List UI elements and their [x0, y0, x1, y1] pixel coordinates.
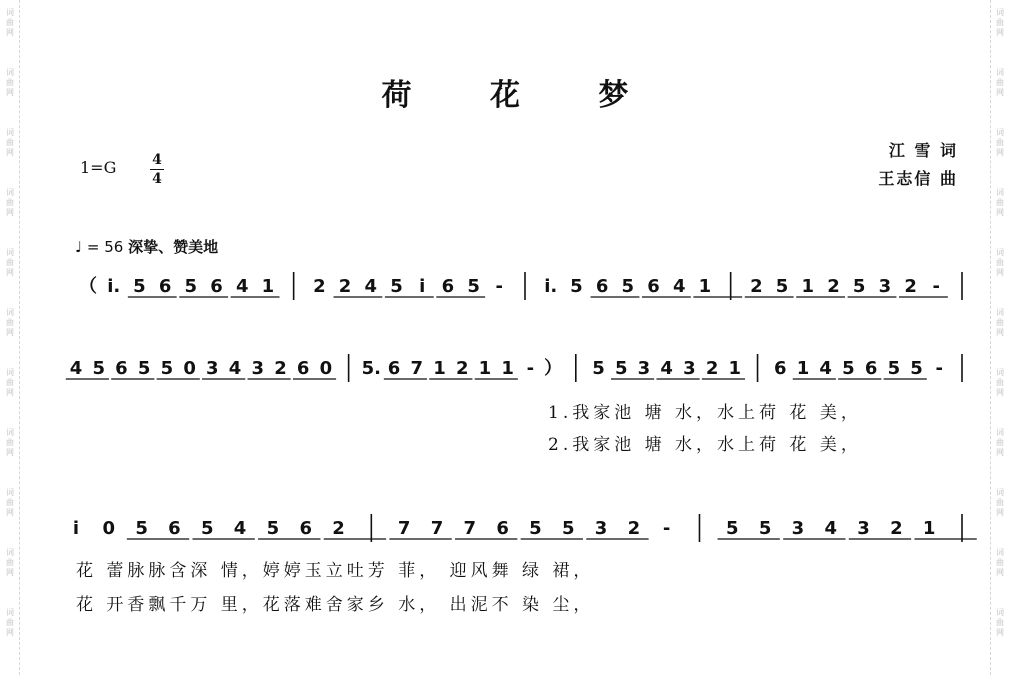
score-line-2-svg — [0, 350, 1010, 390]
notation-token: 3 — [251, 358, 265, 379]
lyric-line-4: 花 开香飘千万 里，花落难舍家乡 水， 出泥不 染 尘， — [76, 595, 595, 615]
watermark-glyph: 曲 — [996, 618, 1004, 627]
watermark-glyph: 词 — [996, 128, 1004, 137]
watermark-glyph: 网 — [996, 448, 1004, 457]
watermark-glyph: 曲 — [996, 198, 1004, 207]
watermark-glyph: 词 — [996, 488, 1004, 497]
watermark-glyph: 网 — [996, 88, 1004, 97]
notation-token: - — [662, 518, 671, 539]
watermark-glyph: 网 — [996, 148, 1004, 157]
watermark-glyph: 曲 — [6, 258, 14, 267]
notation-token: 6 — [441, 276, 455, 297]
watermark-glyph: 网 — [996, 628, 1004, 637]
watermark-glyph: 词 — [996, 548, 1004, 557]
notation-token: 6 — [496, 518, 509, 539]
key-signature: 1=G — [80, 158, 117, 177]
notation-token: 5 — [137, 358, 151, 379]
notation-token: 0 — [102, 518, 116, 539]
watermark-glyph: 曲 — [6, 78, 14, 87]
watermark-glyph: 词 — [996, 248, 1004, 257]
watermark-glyph: 曲 — [996, 558, 1004, 567]
notation-token: 1 — [728, 358, 742, 379]
notation-token: 0 — [319, 358, 333, 379]
watermark-glyph: 曲 — [996, 498, 1004, 507]
watermark-glyph: 词 — [996, 8, 1004, 17]
watermark-glyph: 曲 — [6, 138, 14, 147]
notation-token: 6 — [773, 358, 787, 379]
watermark-glyph: 曲 — [996, 438, 1004, 447]
time-sig-top: 4 — [152, 152, 162, 168]
notation-token: 5 — [135, 518, 148, 539]
notation-token: 3 — [206, 358, 219, 379]
notation-token: 5 — [570, 276, 583, 297]
watermark-glyph: 曲 — [996, 258, 1004, 267]
watermark-glyph: 网 — [6, 628, 14, 637]
notation-token: i — [72, 518, 80, 539]
notation-token: 5 — [160, 358, 174, 379]
notation-token: 2 — [455, 358, 469, 379]
notation-token: 5 — [852, 276, 866, 297]
notation-token: 5. — [361, 358, 382, 379]
notation-token: 6 — [299, 518, 312, 539]
notation-token: 5 — [758, 518, 772, 539]
notation-token: 1 — [501, 358, 514, 379]
watermark-glyph: 网 — [6, 268, 14, 277]
watermark-glyph: 词 — [996, 368, 1004, 377]
notation-token: 5 — [775, 276, 789, 297]
watermark-glyph: 曲 — [6, 18, 14, 27]
notation-token: 2 — [313, 276, 326, 297]
notation-token: 4 — [228, 358, 242, 379]
notation-token: 5 — [842, 358, 855, 379]
watermark-glyph: 网 — [6, 568, 14, 577]
notation-token: 2 — [274, 358, 287, 379]
time-sig-bottom: 4 — [152, 171, 162, 187]
notation-token: 3 — [637, 358, 651, 379]
tempo-marking — [75, 236, 218, 257]
watermark-glyph: 曲 — [6, 198, 14, 207]
notation-token: 5 — [92, 358, 105, 379]
notation-token: 3 — [878, 276, 892, 297]
score-line-3 — [0, 510, 1010, 550]
notation-token: 5 — [133, 276, 146, 297]
notation-token: 0 — [183, 358, 196, 379]
notation-token: 3 — [594, 518, 608, 539]
notation-token: 2 — [890, 518, 903, 539]
notation-token: 2 — [627, 518, 641, 539]
score-line-1 — [0, 268, 1010, 308]
watermark-glyph: 网 — [6, 208, 14, 217]
watermark-glyph: 网 — [6, 148, 14, 157]
notation-token: 6 — [296, 358, 310, 379]
notation-token: 4 — [364, 276, 378, 297]
watermark-glyph: 网 — [996, 388, 1004, 397]
notation-token: 3 — [683, 358, 696, 379]
notation-token: - — [935, 358, 944, 379]
notation-token: 4 — [235, 276, 249, 297]
notation-token: 5 — [614, 358, 628, 379]
watermark-glyph: 网 — [996, 28, 1004, 37]
watermark-glyph: 词 — [996, 608, 1004, 617]
watermark-glyph: 词 — [996, 68, 1004, 77]
watermark-glyph: 网 — [996, 268, 1004, 277]
notation-token: 5 — [592, 358, 605, 379]
notation-token: 1 — [922, 518, 936, 539]
time-signature — [150, 152, 164, 187]
watermark-glyph: 网 — [6, 388, 14, 397]
notation-token: 2 — [332, 518, 345, 539]
notation-token: 5 — [621, 276, 635, 297]
notation-token: 4 — [824, 518, 838, 539]
notation-token: 2 — [904, 276, 917, 297]
lyric-line-3: 花 蕾脉脉含深 情，婷婷玉立吐芳 菲， 迎风舞 绿 裙， — [76, 561, 595, 581]
tempo-expression: 深挚、赞美地 — [128, 238, 219, 256]
notation-token: 1 — [478, 358, 492, 379]
notation-token: 1 — [261, 276, 275, 297]
tempo-value: = 56 — [86, 238, 124, 256]
notation-token: 4 — [69, 358, 83, 379]
notation-token: 1 — [698, 276, 712, 297]
watermark-glyph: 网 — [6, 88, 14, 97]
watermark-glyph: 曲 — [996, 138, 1004, 147]
score-line-1-svg — [0, 268, 1010, 308]
notation-token: （ — [79, 276, 97, 297]
notation-token: 7 — [430, 518, 444, 539]
watermark-glyph: 词 — [996, 428, 1004, 437]
lyric-line-2: 2.我家池 塘 水，水上荷 花 美， — [548, 435, 862, 455]
watermark-glyph: 曲 — [996, 378, 1004, 387]
notation-token: 4 — [819, 358, 832, 379]
score-line-2 — [0, 350, 1010, 390]
watermark-glyph: 曲 — [996, 18, 1004, 27]
notation-token: 5 — [266, 518, 280, 539]
notation-token: - — [526, 358, 535, 379]
notation-token: 5 — [726, 518, 739, 539]
watermark-glyph: 网 — [996, 508, 1004, 517]
notation-token: 4 — [233, 518, 247, 539]
notation-token: - — [495, 276, 504, 297]
notation-token: 3 — [857, 518, 870, 539]
notation-token: 1 — [801, 276, 815, 297]
notation-token: - — [932, 276, 941, 297]
notation-token: i. — [107, 276, 121, 297]
watermark-glyph: 词 — [6, 548, 14, 557]
notation-token: 5 — [561, 518, 575, 539]
notation-token: 5 — [200, 518, 214, 539]
notation-token: i. — [544, 276, 558, 297]
watermark-glyph: 曲 — [6, 318, 14, 327]
watermark-glyph: 词 — [6, 428, 14, 437]
watermark-glyph: 词 — [6, 188, 14, 197]
notation-token: 6 — [210, 276, 223, 297]
score-line-3-svg — [0, 510, 1010, 550]
notation-token: 6 — [158, 276, 172, 297]
watermark-glyph: 曲 — [996, 318, 1004, 327]
watermark-glyph: 词 — [996, 308, 1004, 317]
notation-token: 6 — [115, 358, 128, 379]
notation-token: 6 — [168, 518, 181, 539]
notation-token: 3 — [791, 518, 805, 539]
watermark-glyph: 词 — [6, 368, 14, 377]
watermark-glyph: 词 — [6, 68, 14, 77]
lyricist-credit: 江 雪 词 — [888, 141, 958, 160]
notation-token: 4 — [660, 358, 673, 379]
quarter-note-icon: ♩ — [75, 238, 83, 256]
watermark-glyph: 词 — [996, 188, 1004, 197]
watermark-glyph: 曲 — [6, 438, 14, 447]
watermark-glyph: 曲 — [996, 78, 1004, 87]
notation-token: 7 — [463, 518, 477, 539]
notation-token: 6 — [647, 276, 660, 297]
watermark-glyph: 词 — [6, 608, 14, 617]
notation-token: 5 — [390, 276, 403, 297]
watermark-glyph: 曲 — [6, 498, 14, 507]
notation-token: 4 — [672, 276, 686, 297]
time-sig-divider — [150, 169, 164, 170]
notation-token: 1 — [796, 358, 810, 379]
notation-token: 1 — [433, 358, 446, 379]
watermark-glyph: 词 — [6, 8, 14, 17]
composer-credit: 王志信 曲 — [878, 169, 958, 188]
song-title: 荷 花 梦 — [381, 78, 663, 113]
watermark-glyph: 曲 — [6, 618, 14, 627]
watermark-glyph: 网 — [6, 328, 14, 337]
watermark-glyph: 曲 — [6, 558, 14, 567]
watermark-glyph: 网 — [6, 448, 14, 457]
lyric-line-1: 1.我家池 塘 水，水上荷 花 美， — [548, 403, 862, 423]
watermark-glyph: 词 — [6, 248, 14, 257]
notation-token: 5 — [910, 358, 923, 379]
watermark-glyph: 网 — [996, 208, 1004, 217]
notation-token: 5 — [184, 276, 198, 297]
watermark-glyph: 网 — [6, 28, 14, 37]
watermark-glyph: 网 — [996, 568, 1004, 577]
notation-token: 6 — [387, 358, 401, 379]
watermark-glyph: 网 — [996, 328, 1004, 337]
watermark-glyph: 词 — [6, 308, 14, 317]
notation-token: 2 — [750, 276, 763, 297]
notation-token: 2 — [705, 358, 719, 379]
watermark-glyph: 曲 — [6, 378, 14, 387]
notation-token: 2 — [338, 276, 352, 297]
watermark-glyph: 词 — [6, 488, 14, 497]
notation-token: 5 — [887, 358, 901, 379]
watermark-glyph: 词 — [6, 128, 14, 137]
notation-token: 6 — [595, 276, 609, 297]
notation-token: 5 — [467, 276, 480, 297]
notation-token: 7 — [410, 358, 424, 379]
notation-token: 6 — [864, 358, 878, 379]
watermark-glyph: 网 — [6, 508, 14, 517]
notation-token: 2 — [827, 276, 840, 297]
notation-token: ） — [544, 358, 563, 379]
notation-token: 7 — [397, 518, 411, 539]
notation-token: i — [419, 276, 426, 297]
notation-token: 5 — [529, 518, 542, 539]
